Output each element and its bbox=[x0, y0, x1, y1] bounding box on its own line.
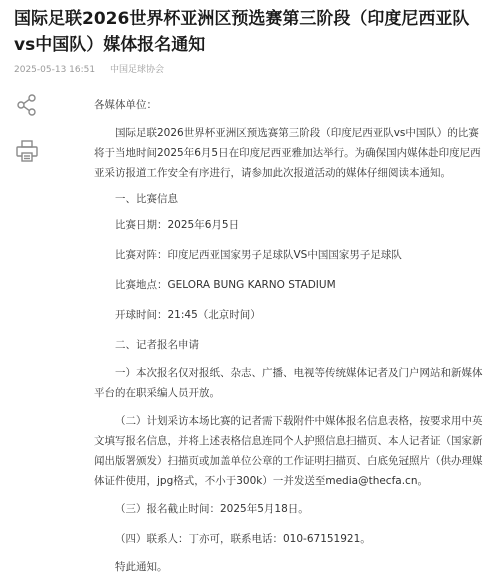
match-venue: 比赛地点：GELORA BUNG KARNO STADIUM bbox=[115, 279, 336, 291]
intro-paragraph: 国际足联2026世界杯亚洲区预选赛第三阶段（印度尼西亚队vs中国队）的比赛将于当地时间2025年6月5日在印度尼西亚雅加达举行。为确保国内媒体赴印度尼西亚采访报道工作安全有序进行，请参加此次报道活动的媒体仔细阅读本通知。 bbox=[94, 127, 481, 179]
registration-contact: （四）联系人：丁亦可，联系电话：010-67151921。 bbox=[115, 533, 371, 545]
article-meta bbox=[14, 62, 176, 75]
page-title: 国际足联2026世界杯亚洲区预选赛第三阶段（印度尼西亚队vs中国队）媒体报名通知 bbox=[14, 9, 470, 55]
section-heading-match-info: 一、比赛信息 bbox=[115, 193, 178, 205]
registration-deadline: （三）报名截止时间：2025年5月18日。 bbox=[115, 503, 309, 515]
match-teams: 比赛对阵：印度尼西亚国家男子足球队VS中国国家男子足球队 bbox=[115, 249, 402, 261]
registration-item-1: 一）本次报名仅对报纸、杂志、广播、电视等传统媒体记者及门户网站和新媒体平台的在职采编人员开放。 bbox=[94, 367, 483, 399]
article-body bbox=[94, 95, 486, 577]
closing-line: 特此通知。 bbox=[115, 561, 168, 573]
share-icon[interactable] bbox=[14, 92, 40, 118]
match-date: 比赛日期：2025年6月5日 bbox=[115, 219, 240, 231]
article-toolbar bbox=[14, 92, 40, 184]
registration-item-2: （二）计划采访本场比赛的记者需下载附件中媒体报名信息表格，按要求用中英文填写报名信息，并将上述表格信息连同个人护照信息扫描页、本人记者证（国家新闻出版署颁发）扫描页或加盖单位公章的工作证明扫描页、白底免冠照片（供办理媒体证件使用，jpg格式，不小于300k）一并发送至media@thecfa.cn。 bbox=[94, 415, 483, 487]
greeting: 各媒体单位： bbox=[94, 99, 157, 111]
kickoff-time: 开球时间：21:45（北京时间） bbox=[115, 309, 261, 321]
section-heading-registration: 二、记者报名申请 bbox=[115, 339, 199, 351]
print-icon[interactable] bbox=[14, 138, 40, 164]
article-source: 中国足球协会 bbox=[109, 65, 164, 75]
publish-date: 2025-05-13 16:51 bbox=[14, 65, 96, 75]
